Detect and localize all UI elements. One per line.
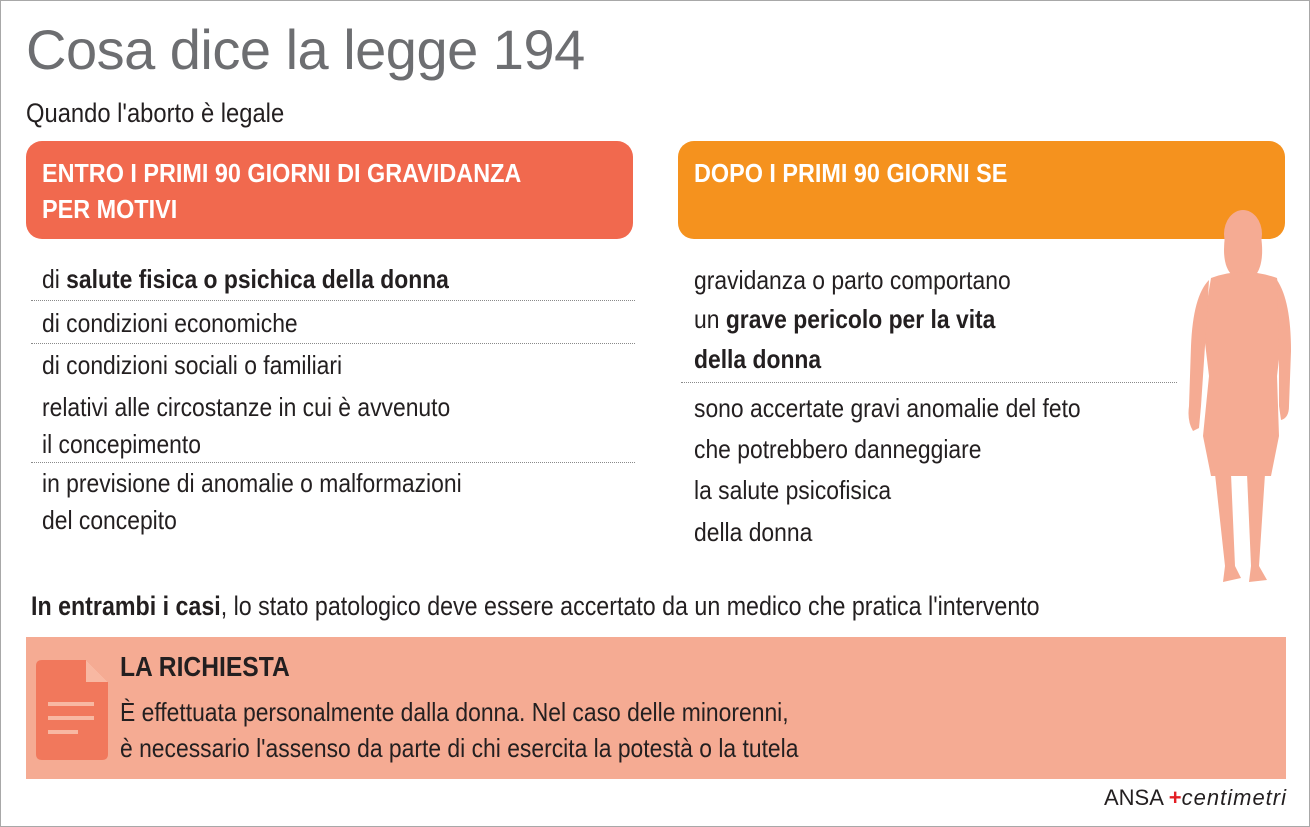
right-item-anomalies-line2: che potrebbero danneggiare (694, 434, 982, 464)
right-item-danger-line1: gravidanza o parto comportano (694, 265, 1011, 295)
right-item-danger-bold: grave pericolo per la vita (725, 304, 996, 334)
left-header-line1: ENTRO I PRIMI 90 GIORNI DI GRAVIDANZA (42, 158, 522, 188)
right-item-danger-line2: un grave pericolo per la vita (694, 304, 996, 334)
subtitle: Quando l'aborto è legale (26, 98, 285, 128)
right-item-anomalies-line1: sono accertate gravi anomalie del feto (694, 393, 1081, 423)
divider (31, 300, 635, 301)
right-item-danger-line3: della donna (694, 344, 822, 374)
left-item-economic: di condizioni economiche (42, 308, 298, 338)
request-title: LA RICHIESTA (120, 651, 290, 682)
right-item-anomalies-line4: della donna (694, 517, 813, 547)
left-item-anomalies-line2: del concepito (42, 505, 177, 535)
left-item-circumstances-line1: relativi alle circostanze in cui è avvenuto (42, 392, 451, 422)
both-cases-note (31, 591, 1040, 622)
divider (681, 382, 1177, 383)
centimetri-logo-icon: + (1168, 785, 1182, 810)
left-item-social: di condizioni sociali o familiari (42, 350, 343, 380)
page-title: Cosa dice la legge 194 (26, 18, 585, 81)
credit-agency: ANSA (1103, 785, 1163, 810)
divider (31, 462, 635, 463)
right-header-line1: DOPO I PRIMI 90 GIORNI SE (694, 158, 1008, 188)
document-icon (36, 660, 108, 760)
left-item-circumstances-line2: il concepimento (42, 429, 201, 459)
left-header-line2: PER MOTIVI (42, 194, 178, 224)
left-header-box (26, 141, 633, 239)
source-credit (1104, 785, 1287, 811)
left-item-health-bold: salute fisica o psichica della donna (66, 264, 449, 294)
right-item-anomalies-line3: la salute psicofisica (694, 475, 892, 505)
request-line2: è necessario l'assenso da parte di chi esercita la potestà o la tutela (120, 733, 799, 763)
woman-silhouette-icon (1181, 206, 1296, 591)
credit-brand: centimetri (1181, 785, 1287, 810)
left-item-anomalies-line1: in previsione di anomalie o malformazioni (42, 468, 462, 498)
divider (31, 343, 635, 344)
request-box (26, 637, 1286, 779)
left-item-health: di salute fisica o psichica della donna (42, 264, 449, 294)
request-line1: È effettuata personalmente dalla donna. Nel caso delle minorenni, (120, 697, 789, 727)
both-cases-text: , lo stato patologico deve essere accertato da un medico che pratica l'intervento (220, 591, 1040, 621)
both-cases-bold: In entrambi i casi (31, 591, 221, 621)
